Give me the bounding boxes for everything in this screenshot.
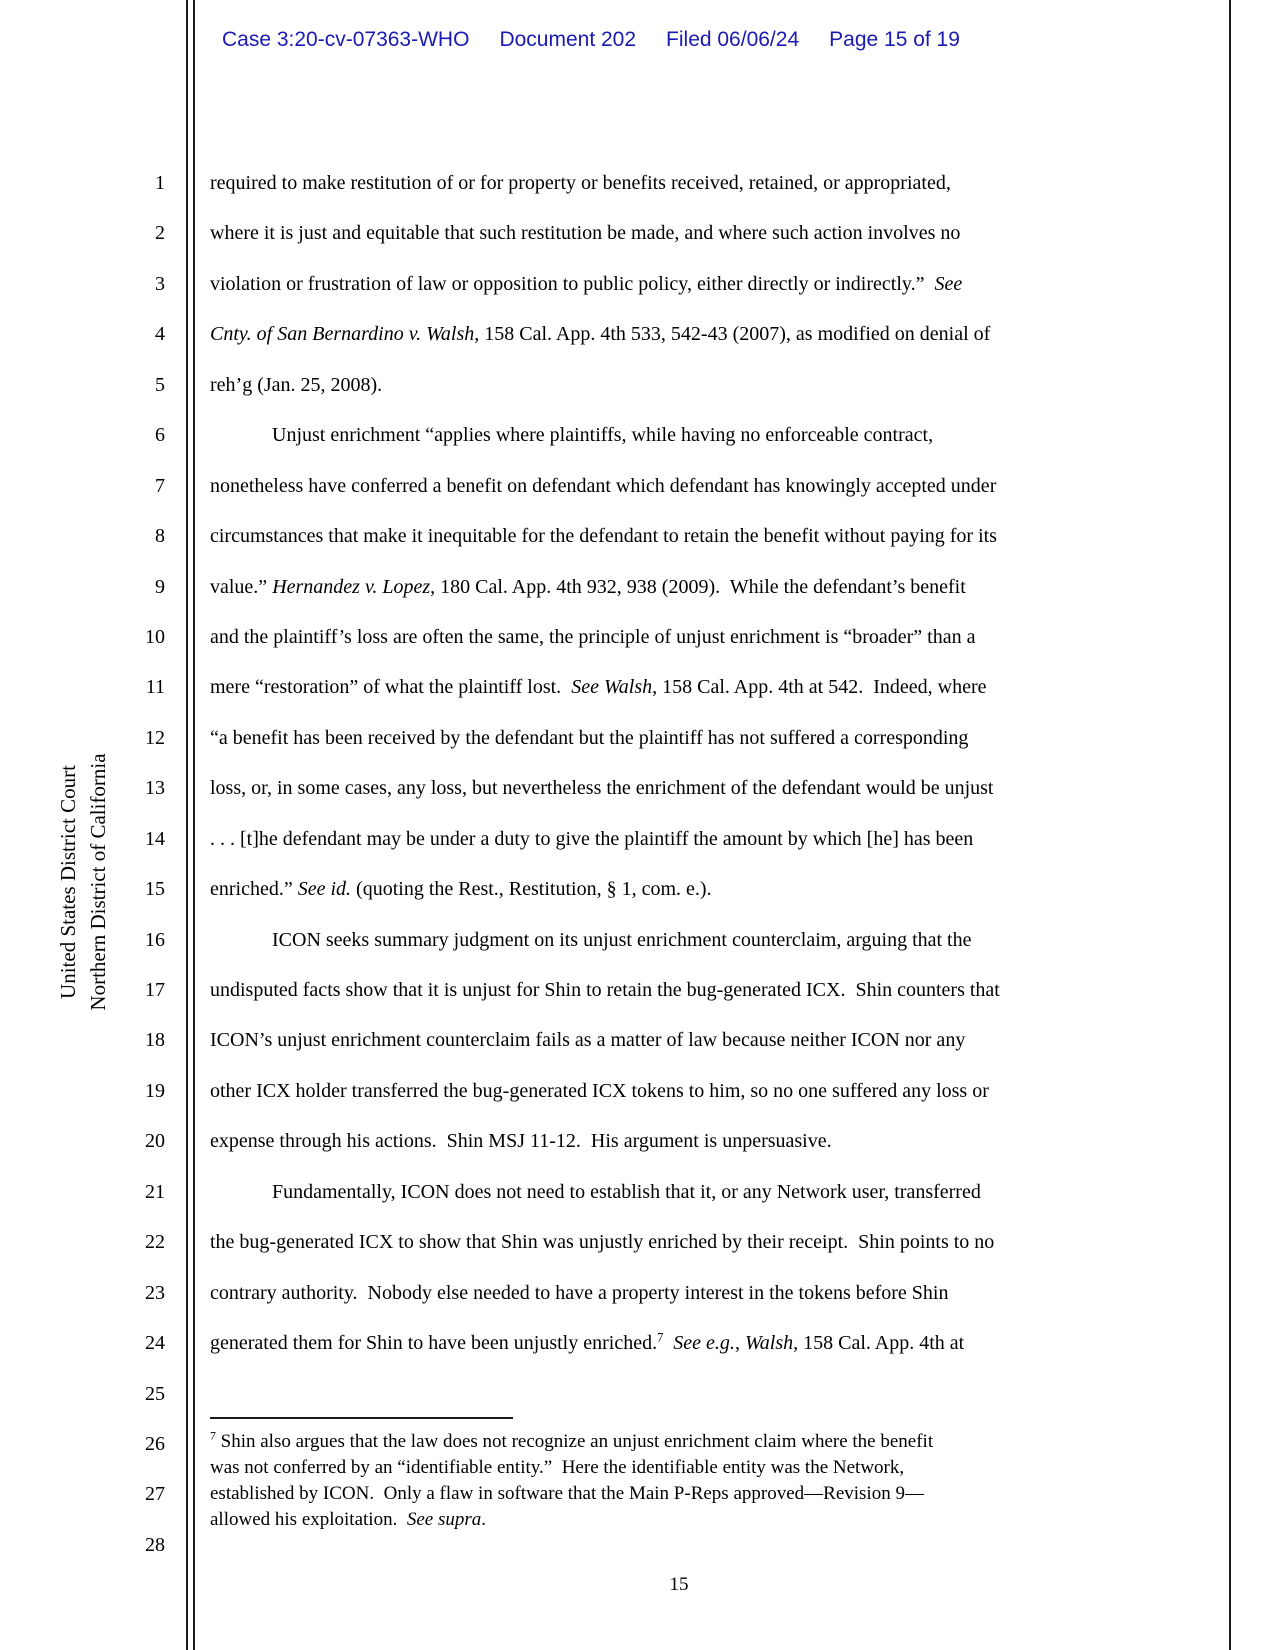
text-segment: (quoting the Rest., Restitution, § 1, com. e.). <box>351 878 712 901</box>
text-segment: the bug-generated ICX to show that Shin was unjustly enriched by their receipt. Shin points to no <box>210 1231 995 1254</box>
body-line <box>210 360 1160 410</box>
body-line <box>210 713 1160 763</box>
document-number: Document 202 <box>499 28 637 51</box>
line-number: 3 <box>155 272 165 295</box>
footnote-reference: 7 <box>657 1330 664 1345</box>
line-number: 28 <box>145 1533 165 1556</box>
line-number-gutter <box>110 158 165 1570</box>
line-number: 17 <box>145 979 165 1001</box>
text-segment: reh’g (Jan. 25, 2008). <box>210 373 383 396</box>
body-line <box>210 915 1160 965</box>
body-line <box>210 814 1160 864</box>
text-segment: “a benefit has been received by the defendant but the plaintiff has not suffered a corresponding <box>210 726 969 749</box>
body-line <box>210 1015 1160 1065</box>
text-segment: Unjust enrichment “applies where plaintiffs, while having no enforceable contract, <box>272 424 934 447</box>
text-segment: undisputed facts show that it is unjust for Shin to retain the bug-generated ICX. Shin counters that <box>210 979 1000 1001</box>
case-stamp-header <box>222 28 960 52</box>
line-number: 4 <box>155 323 165 346</box>
text-segment: , 158 Cal. App. 4th at 542. Indeed, where <box>652 676 987 699</box>
body-line <box>210 158 1160 208</box>
line-number: 14 <box>145 827 165 850</box>
text-segment: violation or frustration of law or opposition to public policy, either directly or indirectly.” <box>210 272 935 295</box>
text-segment: See id. <box>297 878 352 901</box>
text-segment: other ICX holder transferred the bug-generated ICX tokens to him, so no one suffered any loss or <box>210 1079 989 1102</box>
text-segment: , <box>734 1332 745 1355</box>
text-segment: established by ICON. Only a flaw in software that the Main P-Reps approved—Revision 9— <box>210 1483 924 1504</box>
footnote-line <box>210 1455 1160 1481</box>
text-segment: enriched.” <box>210 878 298 901</box>
body-line <box>210 461 1160 511</box>
text-segment: Fundamentally, ICON does not need to establish that it, or any Network user, transferred <box>272 1180 981 1203</box>
text-segment: contrary authority. Nobody else needed to have a property interest in the tokens before Shin <box>210 1281 949 1304</box>
line-number: 11 <box>145 676 165 699</box>
left-double-rule-outer <box>186 0 188 1650</box>
line-number: 9 <box>155 575 165 598</box>
line-number: 13 <box>145 777 165 800</box>
text-segment: expense through his actions. Shin MSJ 11-12. His argument is unpersuasive. <box>210 1130 832 1153</box>
text-segment: where it is just and equitable that such restitution be made, and where such action involves no <box>210 222 961 245</box>
body-line <box>210 562 1160 612</box>
line-number: 22 <box>145 1231 165 1254</box>
body-line <box>210 1167 1160 1217</box>
text-segment: See Walsh <box>571 676 653 699</box>
text-segment: Shin also argues that the law does not recognize an unjust enrichment claim where the benefit <box>215 1431 934 1452</box>
footnote-line <box>210 1429 1160 1455</box>
line-number: 25 <box>145 1382 165 1405</box>
line-number: 6 <box>155 424 165 447</box>
right-rule <box>1229 0 1231 1650</box>
body-line <box>210 662 1160 712</box>
line-number: 18 <box>145 1029 165 1052</box>
body-line <box>210 1066 1160 1116</box>
text-segment: circumstances that make it inequitable for the defendant to retain the benefit without paying for its <box>210 525 997 548</box>
line-number: 26 <box>145 1432 165 1455</box>
text-segment: See <box>934 272 963 295</box>
text-segment: Cnty. of San Bernardino v. Walsh <box>210 323 475 346</box>
text-segment: allowed his exploitation. <box>210 1509 407 1530</box>
body-line <box>210 259 1160 309</box>
text-segment: , 158 Cal. App. 4th 533, 542-43 (2007), as modified on denial of <box>474 323 991 346</box>
text-segment: ICON’s unjust enrichment counterclaim fails as a matter of law because neither ICON nor any <box>210 1029 966 1052</box>
line-number: 8 <box>155 525 165 548</box>
line-number: 19 <box>145 1079 165 1102</box>
text-segment: required to make restitution of or for property or benefits received, retained, or appropriated, <box>210 172 951 194</box>
text-segment: , 180 Cal. App. 4th 932, 938 (2009). While the defendant’s benefit <box>430 575 966 598</box>
body-line <box>210 1116 1160 1166</box>
page-number: 15 <box>669 1574 689 1595</box>
footnote <box>210 1429 1160 1533</box>
line-number: 1 <box>155 172 165 194</box>
text-segment: See supra <box>406 1509 482 1530</box>
body-line <box>210 612 1160 662</box>
body-line <box>210 864 1160 914</box>
text-segment: nonetheless have conferred a benefit on defendant which defendant has knowingly accepted under <box>210 474 997 497</box>
court-name-vertical: United States District Court <box>56 765 80 999</box>
line-number: 15 <box>145 878 165 901</box>
text-segment: See e.g. <box>673 1332 735 1355</box>
line-number: 16 <box>145 928 165 951</box>
line-number: 20 <box>145 1130 165 1153</box>
opinion-body <box>210 158 1160 1369</box>
body-line <box>210 763 1160 813</box>
body-line <box>210 965 1160 1015</box>
body-line <box>210 410 1160 460</box>
text-segment <box>663 1332 673 1354</box>
text-segment: , 158 Cal. App. 4th at <box>793 1332 965 1355</box>
text-segment: loss, or, in some cases, any loss, but nevertheless the enrichment of the defendant would be unjust <box>210 777 994 800</box>
left-double-rule-inner <box>193 0 195 1650</box>
footnote-reference: 7 <box>210 1429 216 1443</box>
page-indicator: Page 15 of 19 <box>829 28 960 51</box>
body-line <box>210 511 1160 561</box>
body-line <box>210 309 1160 359</box>
line-number: 12 <box>145 726 165 749</box>
text-segment: and the plaintiff’s loss are often the same, the principle of unjust enrichment is “broader” than a <box>210 625 976 648</box>
line-number: 24 <box>145 1332 165 1355</box>
line-number: 27 <box>145 1483 165 1506</box>
line-number: 23 <box>145 1281 165 1304</box>
footnote-line <box>210 1481 1160 1507</box>
case-number: Case 3:20-cv-07363-WHO <box>222 28 470 51</box>
line-number: 10 <box>145 625 165 648</box>
text-segment: generated them for Shin to have been unjustly enriched. <box>210 1332 658 1355</box>
text-segment: ICON seeks summary judgment on its unjust enrichment counterclaim, arguing that the <box>272 928 972 951</box>
line-number: 2 <box>155 222 165 245</box>
text-segment: Hernandez v. Lopez <box>272 575 431 598</box>
line-number: 5 <box>155 373 165 396</box>
text-segment: . <box>481 1509 486 1530</box>
text-segment: mere “restoration” of what the plaintiff lost. <box>210 676 572 699</box>
footnote-line <box>210 1507 1160 1533</box>
filed-date: Filed 06/06/24 <box>666 28 800 51</box>
district-name-vertical: Northern District of California <box>86 753 110 1011</box>
footnote-separator <box>210 1417 513 1419</box>
text-segment: Walsh <box>744 1332 794 1355</box>
text-segment: . . . [t]he defendant may be under a duty to give the plaintiff the amount by which [he] has been <box>210 827 974 850</box>
text-segment: was not conferred by an “identifiable entity.” Here the identifiable entity was the Network, <box>210 1457 905 1478</box>
text-segment: value.” <box>210 575 273 598</box>
body-line <box>210 1318 1160 1368</box>
body-line <box>210 208 1160 258</box>
line-number: 7 <box>155 474 165 497</box>
line-number: 21 <box>145 1180 165 1203</box>
body-line <box>210 1217 1160 1267</box>
body-line <box>210 1268 1160 1318</box>
